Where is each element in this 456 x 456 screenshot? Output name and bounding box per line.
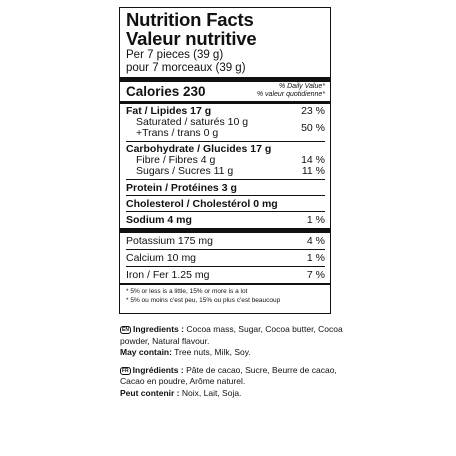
french-language-icon: FR <box>122 367 129 374</box>
iron-pct: 7 % <box>306 268 325 281</box>
calories-row <box>126 82 325 101</box>
may-contain-fr-text: Noix, Lait, Soja. <box>181 387 242 398</box>
saturated-trans-pct: 50 % <box>301 121 325 134</box>
may-contain-en-label: May contain: <box>120 347 172 358</box>
ingredients-en-text: Cocoa mass, Sugar, Cocoa butter, Cocoa powder, Natural flavour. <box>120 324 343 346</box>
footnote-fr: * 5% ou moins c'est peu, 15% ou plus c'est beaucoup <box>126 297 281 304</box>
carbohydrate-row <box>126 142 325 155</box>
daily-value-header <box>257 83 325 99</box>
serving-size-en: Per 7 pieces (39 g) <box>126 49 224 61</box>
fibre-row <box>126 155 325 166</box>
trans-label: +Trans / trans 0 g <box>136 126 219 139</box>
footnote-en: * 5% or less is a little, 15% or more is a lot <box>126 288 248 295</box>
potassium-label: Potassium 175 mg <box>126 234 213 247</box>
calcium-pct: 1 % <box>306 251 325 264</box>
cholesterol-row <box>126 196 325 211</box>
calcium-row <box>126 250 325 266</box>
nutrition-facts-panel <box>119 7 331 314</box>
ingredients-en <box>120 324 350 359</box>
saturated-label: Saturated / saturés 10 g <box>136 115 249 128</box>
carbohydrate-label: Carbohydrate / Glucides 17 g <box>126 142 272 155</box>
fat-pct: 23 % <box>301 104 325 117</box>
fibre-label: Fibre / Fibres 4 g <box>136 153 216 166</box>
title-fr: Valeur nutritive <box>126 28 257 49</box>
cholesterol-label: Cholesterol / Cholestérol 0 mg <box>126 197 278 210</box>
potassium-row <box>126 233 325 249</box>
may-contain-en-text: Tree nuts, Milk, Soy. <box>174 347 251 358</box>
serving-size-fr: pour 7 morceaux (39 g) <box>126 61 246 74</box>
daily-value-header-en: % Daily Value* <box>278 83 325 90</box>
sodium-pct: 1 % <box>306 213 325 226</box>
sugars-pct: 11 % <box>301 164 325 177</box>
sugars-row <box>126 166 325 179</box>
title-en: Nutrition Facts <box>126 9 254 30</box>
protein-label: Protein / Protéines 3 g <box>126 181 237 194</box>
ingredients-section <box>120 324 350 406</box>
daily-value-header-fr: % valeur quotidienne* <box>256 91 325 98</box>
protein-row <box>126 180 325 195</box>
calcium-label: Calcium 10 mg <box>126 251 197 264</box>
calories-label: Calories 230 <box>126 83 206 99</box>
iron-row <box>126 267 325 283</box>
footnote <box>126 285 325 305</box>
ingredients-fr-text: Pâte de cacao, Sucre, Beurre de cacao, Cacao en poudre, Arôme naturel. <box>120 364 337 387</box>
sugars-label: Sugars / Sucres 11 g <box>136 164 234 177</box>
english-language-icon: EN <box>122 327 129 333</box>
ingredients-fr <box>120 365 350 400</box>
fibre-pct: 14 % <box>301 153 325 166</box>
potassium-pct: 4 % <box>306 234 325 247</box>
ingredients-fr-label: Ingrédients : <box>132 364 184 375</box>
ingredients-en-label: Ingredients : <box>132 324 184 334</box>
saturated-trans-block <box>126 117 325 141</box>
fat-label: Fat / Lipides 17 g <box>126 104 212 117</box>
may-contain-fr-label: Peut contenir : <box>120 387 180 398</box>
sodium-label: Sodium 4 mg <box>126 213 192 226</box>
fat-row <box>126 104 325 117</box>
iron-label: Iron / Fer 1.25 mg <box>126 268 210 281</box>
sodium-row <box>126 212 325 228</box>
